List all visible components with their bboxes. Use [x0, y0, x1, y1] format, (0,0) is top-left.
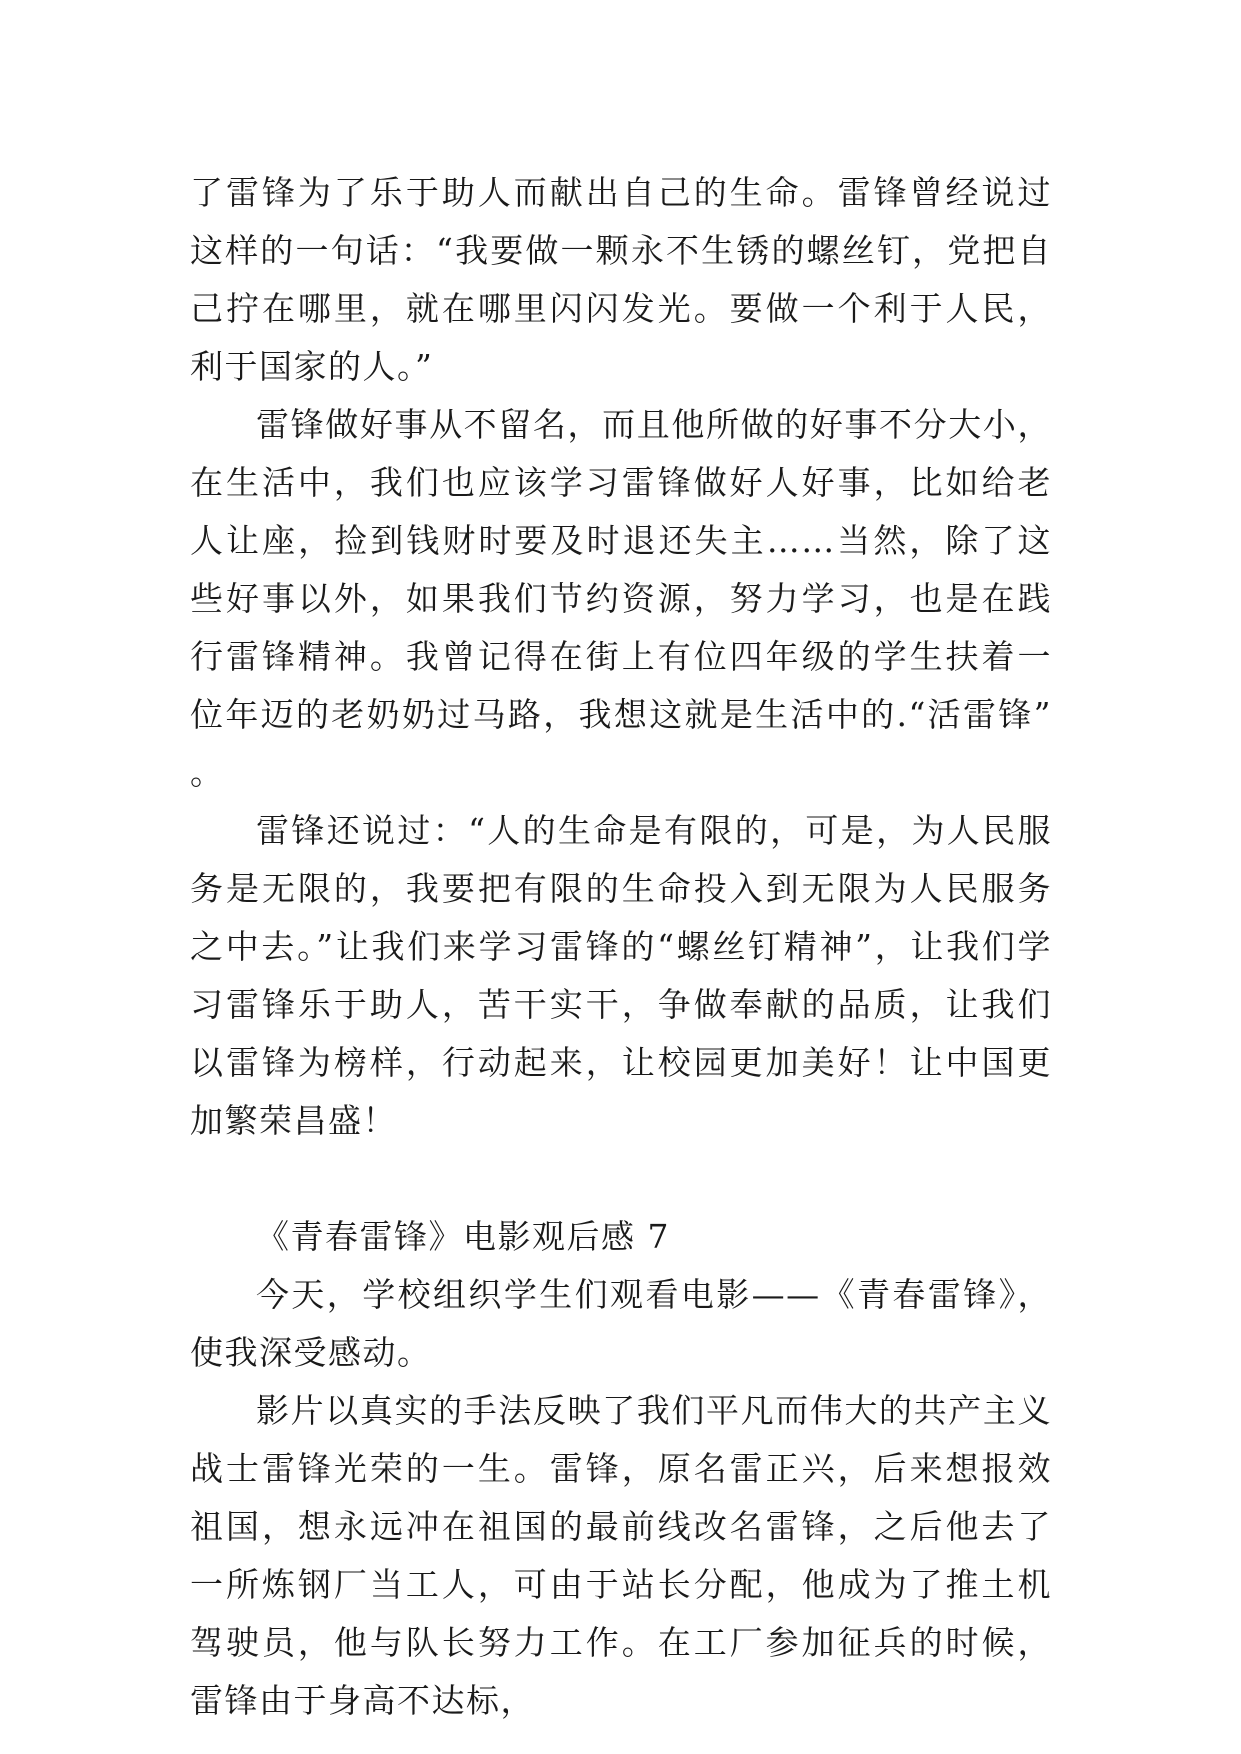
- paragraph-screw-spirit: 雷锋还说过：“人的生命是有限的，可是，为人民服务是无限的，我要把有限的生命投入到无限为人民服务之中去。”让我们来学习雷锋的“螺丝钉精神”，让我们学习雷锋乐于助人，苦干实干，争做奉献的品质，让我们以雷锋为榜样，行动起来，让校园更加美好！让中国更加繁荣昌盛！: [190, 811, 1052, 1140]
- paragraph-continuation: 了雷锋为了乐于助人而献出自己的生命。雷锋曾经说过这样的一句话：“我要做一颗永不生锈的螺丝钉，党把自己拧在哪里，就在哪里闪闪发光。要做一个利于人民，利于国家的人。”: [190, 173, 1052, 386]
- section-spacer: [190, 1150, 1052, 1208]
- paragraph-good-deeds: 雷锋做好事从不留名，而且他所做的好事不分大小，在生活中，我们也应该学习雷锋做好人好事，比如给老人让座，捡到钱财时要及时退还失主……当然，除了这些好事以外，如果我们节约资源，努力学习，也是在践行雷锋精神。我曾记得在街上有位四年级的学生扶着一位年迈的老奶奶过马路，我想这就是生活中的.“活雷锋”。: [190, 405, 1052, 792]
- document-body: [190, 164, 1052, 1730]
- paragraph-intro: 今天，学校组织学生们观看电影——《青春雷锋》，使我深受感动。: [190, 1275, 1052, 1372]
- section-title: 《青春雷锋》电影观后感 7: [256, 1217, 670, 1256]
- paragraph-film-summary: 影片以真实的手法反映了我们平凡而伟大的共产主义战士雷锋光荣的一生。雷锋，原名雷正兴，后来想报效祖国，想永远冲在祖国的最前线改名雷锋，之后他去了一所炼钢厂当工人，可由于站长分配，他成为了推土机驾驶员，他与队长努力工作。在工厂参加征兵的时候，雷锋由于身高不达标，: [190, 1391, 1052, 1720]
